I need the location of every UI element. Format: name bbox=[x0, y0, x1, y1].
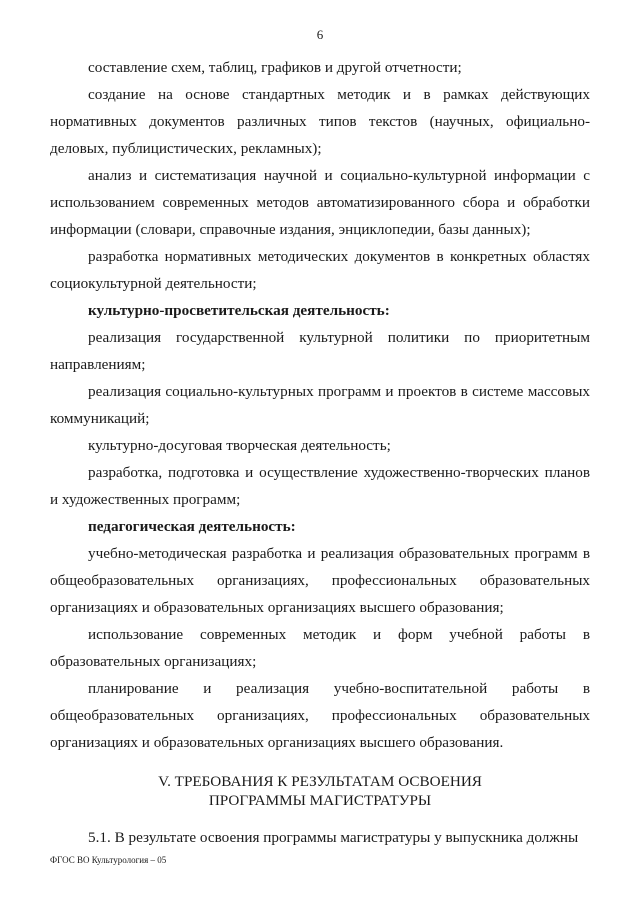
list-item: анализ и систематизация научной и социально-культурной информации с использованием современных методов автоматизированного сбора и обработки информации (словари, справочные издания, энциклопедии, базы данных); bbox=[50, 167, 590, 238]
section-label: педагогическая деятельность: bbox=[88, 518, 296, 535]
section-heading-line1: V. ТРЕБОВАНИЯ К РЕЗУЛЬТАТАМ ОСВОЕНИЯ bbox=[158, 773, 482, 790]
paragraphs-before bbox=[50, 54, 590, 756]
section-heading-line2: ПРОГРАММЫ МАГИСТРАТУРЫ bbox=[208, 792, 432, 809]
section-heading bbox=[50, 772, 590, 810]
list-item: планирование и реализация учебно-воспитательной работы в общеобразовательных организациях, профессиональных образовательных организациях и образовательных организациях высшего образования. bbox=[50, 680, 590, 751]
page-number: 6 bbox=[316, 27, 324, 42]
section-label: культурно-просветительская деятельность: bbox=[88, 302, 390, 319]
list-item: создание на основе стандартных методик и в рамках действующих нормативных документов различных типов текстов (научных, официально-деловых, публицистических, рекламных); bbox=[50, 86, 590, 157]
list-item: использование современных методик и форм учебной работы в образовательных организациях; bbox=[50, 626, 590, 670]
list-item: культурно-досуговая творческая деятельность; bbox=[88, 437, 391, 454]
document-body bbox=[50, 54, 590, 851]
list-item: реализация социально-культурных программ и проектов в системе массовых коммуникаций; bbox=[50, 383, 590, 427]
list-item: разработка нормативных методических документов в конкретных областях социокультурной деятельности; bbox=[50, 248, 590, 292]
list-item: составление схем, таблиц, графиков и другой отчетности; bbox=[88, 59, 462, 76]
list-item: разработка, подготовка и осуществление художественно-творческих планов и художественных программ; bbox=[50, 464, 590, 508]
paragraph-5-1: 5.1. В результате освоения программы магистратуры у выпускника должны bbox=[88, 829, 579, 846]
footer-text: ФГОС ВО Культурология – 05 bbox=[50, 855, 167, 865]
list-item: реализация государственной культурной политики по приоритетным направлениям; bbox=[50, 329, 590, 373]
list-item: учебно-методическая разработка и реализация образовательных программ в общеобразовательных организациях, профессиональных образовательных организациях и образовательных организациях высшего образования; bbox=[50, 545, 590, 616]
